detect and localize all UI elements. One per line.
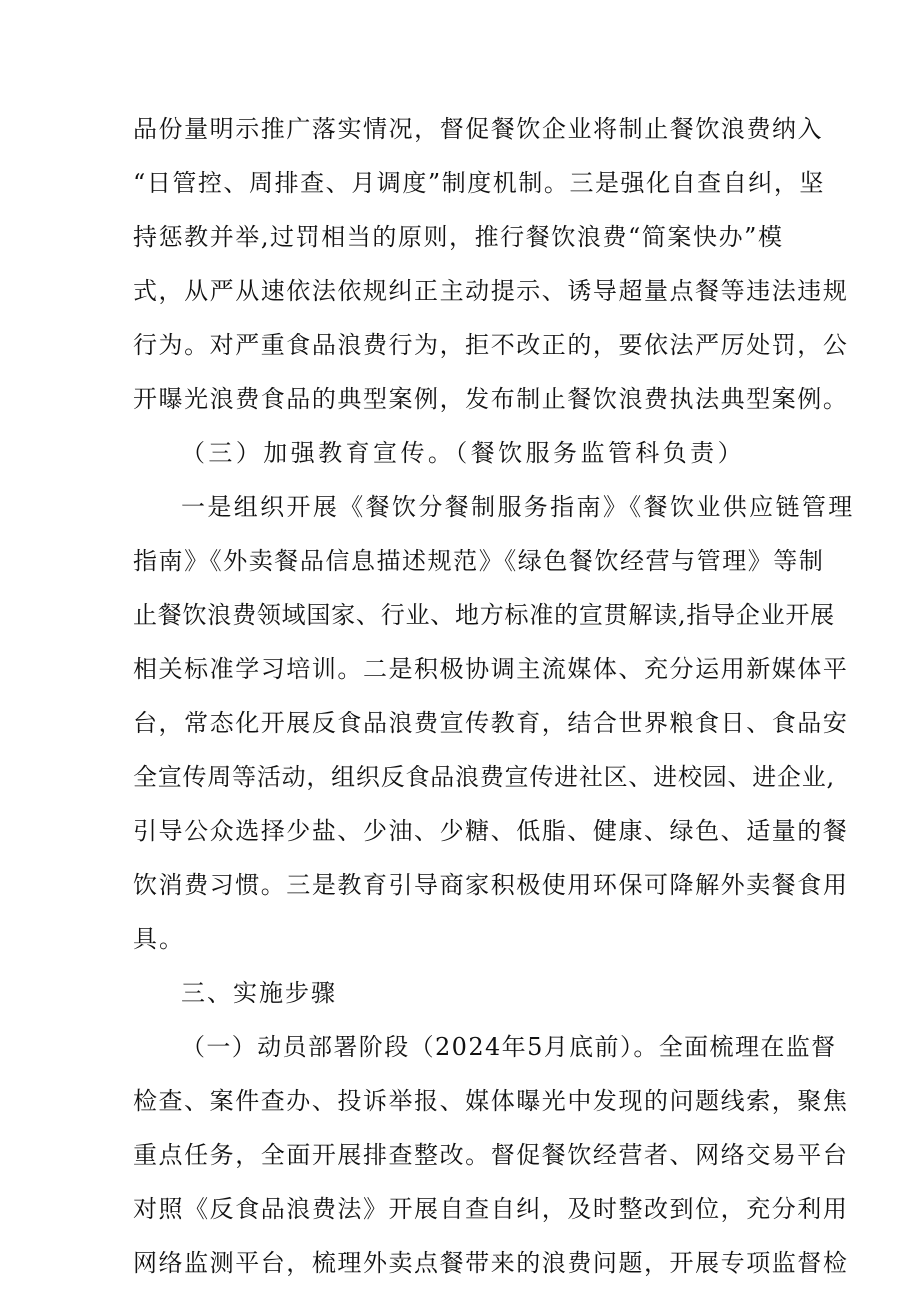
text-line-12: 台，常态化开展反食品浪费宣传教育，结合世界粮食日、食品安: [133, 709, 849, 737]
text-line-11: 相关标准学习培训。二是积极协调主流媒体、充分运用新媒体平: [133, 655, 849, 683]
text-line-5: 行为。对严重食品浪费行为，拒不改正的，要依法严厉处罚，公: [133, 331, 849, 359]
text-line-1: 品份量明示推广落实情况，督促餐饮企业将制止餐饮浪费纳入: [133, 115, 824, 143]
text-line-18: （一）动员部署阶段（2024年5月底前）。全面梳理在监督: [181, 1033, 837, 1061]
text-line-22: 网络监测平台，梳理外卖点餐带来的浪费问题，开展专项监督检: [133, 1249, 849, 1277]
text-line-9: 指南》《外卖餐品信息描述规范》《绿色餐饮经营与管理》等制: [133, 547, 825, 575]
text-line-21: 对照《反食品浪费法》开展自查自纠，及时整改到位，充分利用: [133, 1195, 849, 1223]
section-heading-3: （三）加强教育宣传。（餐饮服务监管科负责）: [181, 439, 746, 467]
text-line-10: 止餐饮浪费领域国家、行业、地方标准的宣贯解读,指导企业开展: [133, 601, 835, 629]
text-line-16: 具。: [133, 925, 185, 953]
text-line-19: 检查、案件查办、投诉举报、媒体曝光中发现的问题线索，聚焦: [133, 1087, 849, 1115]
text-line-6: 开曝光浪费食品的典型案例，发布制止餐饮浪费执法典型案例。: [133, 385, 849, 413]
text-line-14: 引导公众选择少盐、少油、少糖、低脂、健康、绿色、适量的餐: [133, 817, 849, 845]
text-line-13: 全宣传周等活动，组织反食品浪费宣传进社区、进校园、进企业,: [133, 763, 835, 791]
text-line-3: 持惩教并举,过罚相当的原则，推行餐饮浪费“简案快办”模: [133, 223, 784, 251]
section-heading-steps: 三、实施步骤: [181, 979, 337, 1007]
text-line-15: 饮消费习惯。三是教育引导商家积极使用环保可降解外卖餐食用: [133, 871, 849, 899]
text-line-4: 式，从严从速依法依规纠正主动提示、诱导超量点餐等违法违规: [133, 277, 849, 305]
text-line-2: “日管控、周排查、月调度”制度机制。三是强化自查自纠，坚: [133, 169, 825, 197]
text-line-8: 一是组织开展《餐饮分餐制服务指南》《餐饮业供应链管理: [181, 493, 855, 521]
text-line-20: 重点任务，全面开展排查整改。督促餐饮经营者、网络交易平台: [133, 1141, 849, 1169]
